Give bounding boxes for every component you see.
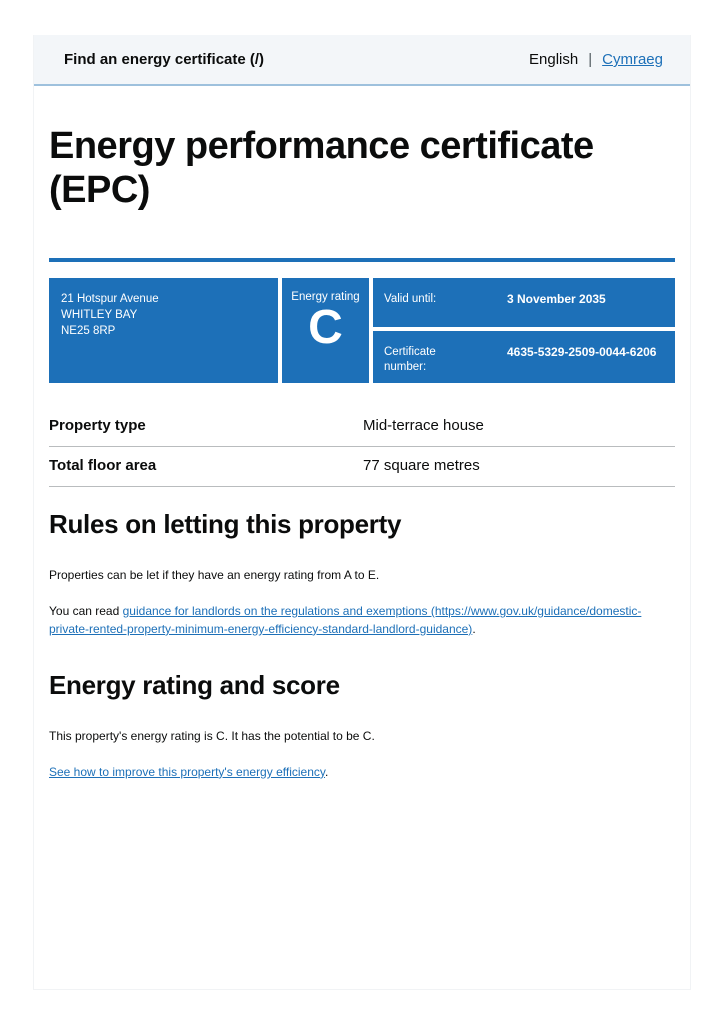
- language-switcher: [529, 51, 663, 68]
- certificate-page: [33, 35, 691, 990]
- main-content: [34, 124, 690, 781]
- page-title: Energy performance certificate (EPC): [49, 125, 594, 212]
- guidance-text-suffix: .: [472, 621, 476, 636]
- rules-paragraph: Properties can be let if they have an energy rating from A to E.: [49, 567, 380, 582]
- landlord-guidance-link[interactable]: guidance for landlords on the regulations and exemptions (https://www.gov.uk/guidance/domestic-private-rented-property-minimum-energy-efficiency-standard-landlord-guidance): [49, 603, 642, 636]
- property-type-label: Property type: [49, 416, 146, 434]
- certificate-number-value: 4635-5329-2509-0044-6206: [507, 345, 657, 360]
- valid-until-label: Valid until:: [384, 292, 437, 305]
- certificate-summary-box: [49, 278, 675, 383]
- improve-paragraph: [49, 763, 675, 781]
- address-line-3: NE25 8RP: [61, 324, 116, 337]
- guidance-paragraph: [49, 602, 675, 638]
- certificate-number-row: [373, 331, 675, 383]
- energy-rating-value: C: [308, 300, 343, 354]
- table-row-property-type: [49, 407, 675, 447]
- guidance-text-prefix: You can read: [49, 603, 123, 618]
- address-line-2: WHITLEY BAY: [61, 308, 138, 321]
- energy-rating-label: Energy rating: [291, 290, 360, 303]
- improve-efficiency-link[interactable]: See how to improve this property's energy efficiency: [49, 764, 325, 779]
- address-line-1: 21 Hotspur Avenue: [61, 292, 159, 305]
- floor-area-label: Total floor area: [49, 456, 157, 474]
- energy-rating-panel: [282, 278, 369, 383]
- rating-section-heading: Energy rating and score: [49, 669, 340, 700]
- service-name-link[interactable]: Find an energy certificate (/): [64, 51, 265, 68]
- language-separator: |: [588, 51, 593, 68]
- language-link-cymraeg[interactable]: Cymraeg: [602, 51, 663, 68]
- site-header: [34, 35, 690, 86]
- valid-until-value: 3 November 2035: [507, 291, 606, 306]
- floor-area-value: 77 square metres: [363, 456, 480, 474]
- property-summary-table: [49, 407, 675, 487]
- certificate-details: [373, 278, 675, 383]
- certificate-number-label: Certificate number:: [384, 346, 436, 373]
- language-current: English: [529, 51, 579, 68]
- property-address: [49, 278, 278, 383]
- property-type-value: Mid-terrace house: [363, 416, 484, 434]
- improve-text-suffix: .: [324, 764, 329, 779]
- table-row-floor-area: [49, 447, 675, 487]
- valid-until-row: [373, 278, 675, 327]
- rating-paragraph: This property's energy rating is C. It has the potential to be C.: [49, 728, 375, 743]
- section-divider: [49, 258, 675, 262]
- rules-section-heading: Rules on letting this property: [49, 508, 402, 539]
